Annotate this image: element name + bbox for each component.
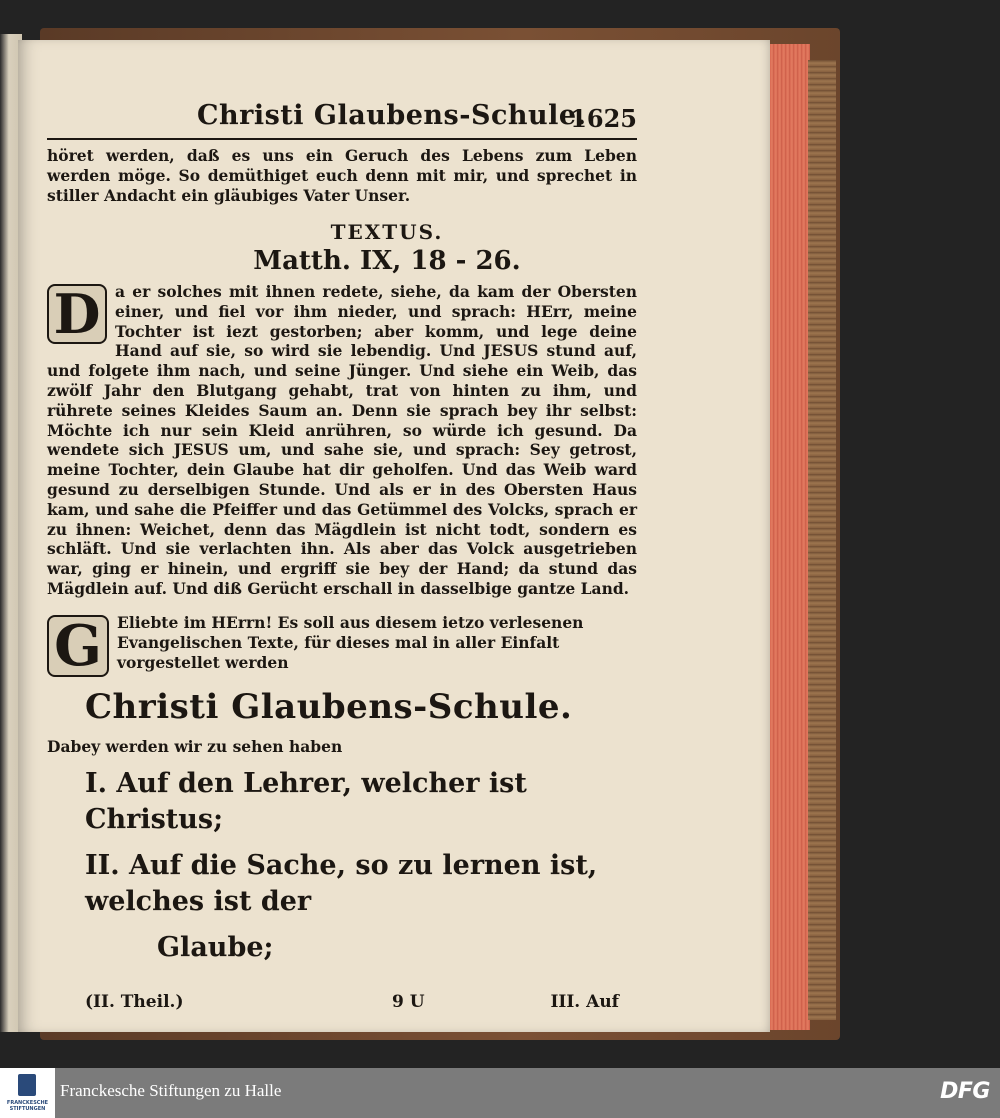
institution-logo[interactable] xyxy=(0,1068,55,1118)
point-1: I. Auf den Lehrer, welcher ist Christus; xyxy=(85,767,527,835)
page-footer xyxy=(47,992,637,1016)
footer-gathering: 9 U xyxy=(392,991,425,1012)
point-2-continuation: Glaube; xyxy=(157,931,274,963)
sermon-title: Christi Glaubens-Schule. xyxy=(85,686,573,727)
greeting-text: Eliebte im HErrn! Es soll aus diesem ietzo verlesenen Evangelischen Texte, für dieses mal in aller Einfalt vorgestellet werden xyxy=(117,612,584,672)
viewer-footer-bar xyxy=(0,1068,1000,1118)
institution-name[interactable]: Franckesche Stiftungen zu Halle xyxy=(60,1081,282,1100)
greeting-dropcap: G xyxy=(47,615,109,677)
page-header xyxy=(47,98,637,140)
footer-signature: (II. Theil.) xyxy=(85,991,184,1012)
logo-text: FRANCKESCHE STIFTUNGEN xyxy=(6,1100,49,1112)
building-icon xyxy=(18,1074,36,1096)
page-text-block xyxy=(47,98,637,1016)
scripture-text: a er solches mit ihnen redete, siehe, da kam der Obersten einer, und fiel vor ihm nieder, und sprach: HErr, meine Tochter ist iezt gestorben; aber komm, und lege deine Hand auf sie, so wird sie lebendig. Und JESUS stund auf, und folgete ihm nach, und seine Jünger. Und siehe ein Weib, das zwölf Jahr den Blutgang gehabt, trat von hinten zu ihm, und rührete seines Kleides Saum an. Denn sie sprach bey ihr selbst: Möchte ich nur sein Kleid anrühren, so würde ich gesund. Da wendete sich JESUS um, und sahe sie, und sprach: Sey getrost, meine Tochter, dein Glaube hat dir geholfen. Und das Weib ward gesund zu derselbigen Stunde. Und als er in des Obersten Haus kam, und sahe die Pfeiffer und das Getümmel des Volcks, sprach er zu ihnen: Weichet, denn das Mägdlein ist nicht todt, sondern es schläft. Und sie verlachten ihn. Als aber das Volck ausgetrieben war, ging er hinein, und ergriff sie bey der Hand; da stund das Mägdlein auf. Und diß Gerücht erschall in dasselbige gantze Land. xyxy=(47,282,637,598)
greeting-paragraph xyxy=(47,612,637,679)
textus-label: TEXTUS. xyxy=(330,220,444,244)
running-head: Christi Glaubens-Schule. xyxy=(197,100,587,131)
point-2: II. Auf die Sache, so zu lernen ist, welches ist der xyxy=(85,849,598,917)
textus-reference: Matth. IX, 18 - 26. xyxy=(253,246,521,276)
intro-paragraph: höret werden, daß es uns ein Geruch des Lebens zum Leben werden möge. So demüthiget euch denn mit mir, und sprechet in stiller Andacht ein gläubiges Vater Unser. xyxy=(47,146,637,205)
cover-edge xyxy=(808,60,836,1020)
scripture-passage xyxy=(47,282,637,599)
page-edge xyxy=(770,44,810,1030)
scripture-dropcap: D xyxy=(47,284,107,344)
page-number: 1625 xyxy=(570,104,637,133)
points-intro: Dabey werden wir zu sehen haben xyxy=(47,736,343,756)
footer-catchword: III. Auf xyxy=(550,991,619,1012)
dfg-logo[interactable]: DFG xyxy=(940,1079,990,1104)
